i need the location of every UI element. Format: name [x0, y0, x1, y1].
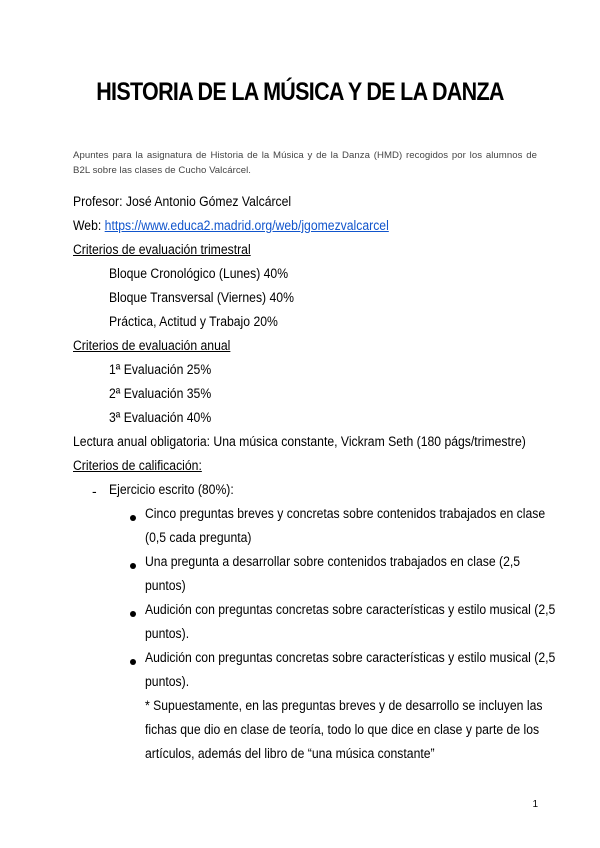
note-line: * Supuestamente, en las preguntas breves y de desarrollo se incluyen las: [145, 698, 543, 714]
document-title: HISTORIA DE LA MÚSICA Y DE LA DANZA: [96, 78, 504, 106]
dash-marker: -: [92, 483, 97, 499]
bullet-item-line1: Una pregunta a desarrollar sobre contenidos trabajados en clase (2,5: [145, 554, 521, 570]
trimestral-heading: Criterios de evaluación trimestral: [73, 242, 251, 258]
profesor-line: Profesor: José Antonio Gómez Valcárcel: [73, 194, 292, 210]
web-line: [73, 218, 389, 234]
intro-paragraph: Apuntes para la asignatura de Historia de la Música y de la Danza (HMD) recogidos por los alumnos de B2L sobre las clases de Cucho Valcárcel.: [73, 150, 537, 176]
ejercicio-escrito-heading: Ejercicio escrito (80%):: [109, 482, 234, 498]
web-label: Web:: [73, 218, 105, 234]
web-link[interactable]: https://www.educa2.madrid.org/web/jgomezvalcarcel: [104, 218, 389, 234]
trimestral-item: Bloque Transversal (Viernes) 40%: [109, 290, 294, 306]
trimestral-item: Bloque Cronológico (Lunes) 40%: [109, 266, 289, 282]
bullet-dot: [130, 659, 136, 665]
bullet-dot: [130, 515, 136, 521]
page-number: 1: [532, 799, 538, 810]
note-line: fichas que dio en clase de teoría, todo lo que dice en clase y parte de los: [145, 722, 540, 738]
bullet-item-line2: (0,5 cada pregunta): [145, 530, 252, 546]
bullet-dot: [130, 611, 136, 617]
lectura-line: Lectura anual obligatoria: Una música constante, Vickram Seth (180 págs/trimestre): [73, 434, 526, 450]
anual-item: 2ª Evaluación 35%: [109, 386, 212, 402]
bullet-item-line1: Audición con preguntas concretas sobre características y estilo musical (2,5: [145, 650, 556, 666]
bullet-item-line1: Cinco preguntas breves y concretas sobre contenidos trabajados en clase: [145, 506, 546, 522]
note-line: artículos, además del libro de “una música constante”: [145, 746, 435, 762]
bullet-item-line2: puntos).: [145, 674, 190, 690]
anual-item: 3ª Evaluación 40%: [109, 410, 212, 426]
anual-item: 1ª Evaluación 25%: [109, 362, 212, 378]
bullet-item-line2: puntos).: [145, 626, 190, 642]
trimestral-item: Práctica, Actitud y Trabajo 20%: [109, 314, 278, 330]
calificacion-heading: Criterios de calificación:: [73, 458, 202, 474]
anual-heading: Criterios de evaluación anual: [73, 338, 231, 354]
bullet-dot: [130, 563, 136, 569]
bullet-item-line2: puntos): [145, 578, 186, 594]
bullet-item-line1: Audición con preguntas concretas sobre características y estilo musical (2,5: [145, 602, 556, 618]
